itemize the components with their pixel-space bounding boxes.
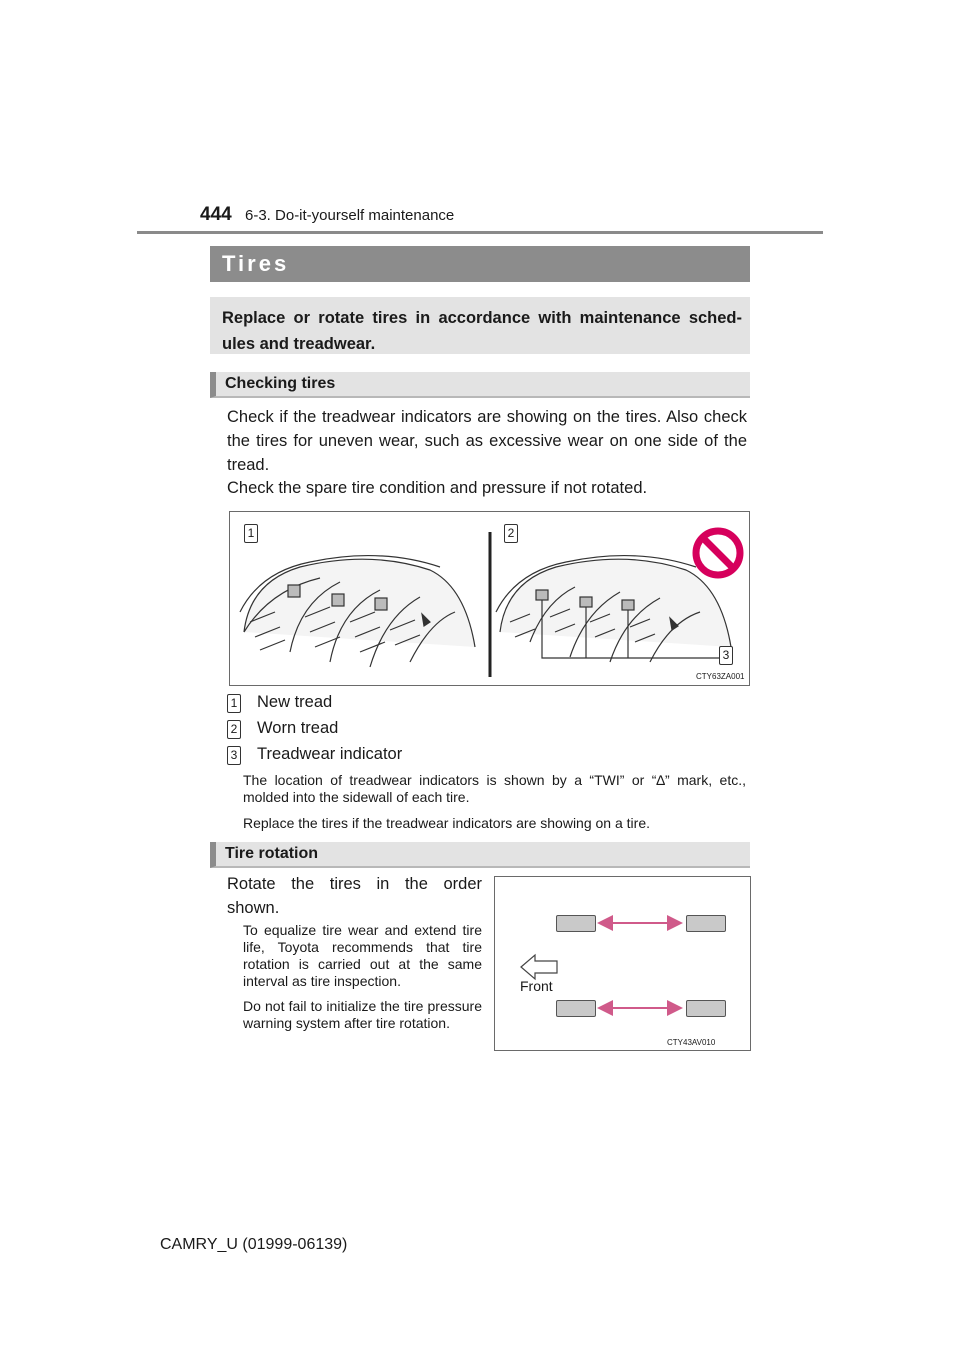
front-arrow-icon bbox=[521, 955, 557, 979]
tread-illustration bbox=[230, 512, 749, 685]
page-number: 444 bbox=[200, 204, 232, 225]
checking-tires-heading-text: Checking tires bbox=[225, 375, 336, 392]
rotation-note-2: Do not fail to initialize the tire pressure warning system after tire rotation. bbox=[243, 998, 482, 1031]
prohibit-icon bbox=[696, 531, 740, 575]
callout-1: 1 bbox=[244, 524, 258, 543]
callout-2: 2 bbox=[504, 524, 518, 543]
figure-code-tread: CTY63ZA001 bbox=[696, 672, 745, 681]
treadwear-note-1: The location of treadwear indicators is shown by a “TWI” or “∆” mark, etc., molded into the sidewall of each tire. bbox=[243, 772, 746, 805]
tread-figure bbox=[229, 511, 750, 686]
treadwear-note-2: Replace the tires if the treadwear indicators are showing on a tire. bbox=[243, 815, 650, 831]
checking-paragraph-1: Check if the treadwear indicators are showing on the tires. Also check the tires for uneven wear, such as excessive wear on one side of the tread. bbox=[227, 408, 747, 474]
new-tread-tire bbox=[240, 556, 475, 667]
callout-3: 3 bbox=[719, 646, 733, 665]
legend-label: Treadwear indicator bbox=[257, 745, 403, 763]
checking-tires-heading bbox=[210, 372, 750, 398]
header-divider bbox=[137, 231, 823, 234]
tire-rotation-heading-text: Tire rotation bbox=[225, 845, 319, 862]
front-label: Front bbox=[520, 978, 553, 994]
rotation-arrows bbox=[495, 877, 750, 1050]
rotation-figure bbox=[494, 876, 751, 1051]
tire-rear-left bbox=[556, 1000, 596, 1017]
tire-front-left bbox=[556, 915, 596, 932]
section-title-bar bbox=[210, 246, 750, 282]
intro-box bbox=[210, 297, 750, 354]
figure-code-rotation: CTY43AV010 bbox=[667, 1038, 716, 1047]
legend-label: New tread bbox=[257, 693, 333, 711]
checking-paragraph-2: Check the spare tire condition and pressure if not rotated. bbox=[227, 479, 648, 497]
legend-num: 3 bbox=[227, 746, 241, 765]
worn-tread-tire bbox=[496, 556, 731, 662]
section-breadcrumb: 6-3. Do-it-yourself maintenance bbox=[245, 207, 455, 224]
legend-num: 1 bbox=[227, 694, 241, 713]
tire-front-right bbox=[686, 915, 726, 932]
tire-rotation-heading bbox=[210, 842, 750, 868]
legend-label: Worn tread bbox=[257, 719, 339, 737]
footer-model-code: CAMRY_U (01999-06139) bbox=[160, 1236, 348, 1253]
legend-num: 2 bbox=[227, 720, 241, 739]
section-title: Tires bbox=[222, 251, 290, 276]
intro-text: Replace or rotate tires in accordance with maintenance sched-ules and treadwear. bbox=[222, 309, 742, 353]
rotation-paragraph: Rotate the tires in the order shown. bbox=[227, 875, 482, 917]
rotation-note-1: To equalize tire wear and extend tire life, Toyota recommends that tire rotation is carried out at the same interval as tire inspection. bbox=[243, 922, 482, 989]
tire-rear-right bbox=[686, 1000, 726, 1017]
